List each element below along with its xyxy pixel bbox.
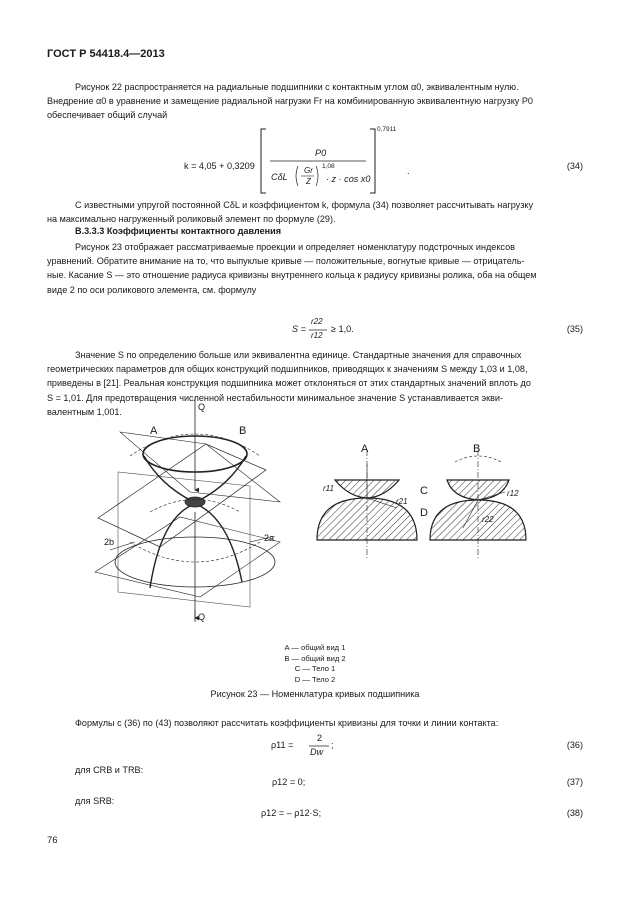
para4-line-3: приведены в [21]. Реальная конструкция подшипника может отклоняться от этих стандартных значений вплоть до (47, 378, 531, 389)
label-c-body: C (420, 485, 428, 497)
formula-37: ρ12 = 0; (272, 777, 306, 787)
formula-34-exponent-2: 1,08 (322, 163, 335, 170)
label-q-bottom: Q (198, 612, 206, 622)
paragraph-3 (47, 240, 583, 297)
formula-34-cdl: CδL (271, 172, 288, 182)
label-r11: r11 (323, 484, 334, 493)
section-heading: В.3.3.3 Коэффициенты контактного давления (75, 226, 282, 236)
formula-34-gr: Gr (304, 166, 313, 175)
label-b-view: B (239, 425, 247, 437)
figure-23-section-views (315, 440, 535, 570)
legend-c: C — Тело 1 (294, 664, 336, 673)
figure-23-perspective-view (90, 392, 290, 632)
para4-line-1: Значение S по определению больше или эквивалентна единице. Стандартные значения для справочных (75, 350, 522, 360)
formula-38-number: (38) (566, 808, 583, 818)
formula-34-dot: . (407, 166, 410, 176)
paragraph-5 (47, 716, 583, 730)
formula-34-numerator: P0 (315, 148, 327, 158)
label-a-section: A (361, 443, 369, 455)
label-2b: 2b (104, 537, 115, 547)
formula-34-number: (34) (566, 161, 583, 171)
para3-line-3: ные. Касание S — это отношение радиуса кривизны внутреннего кольца к радиусу кривизны ролика, оба на общем (47, 270, 537, 281)
page-number: 76 (47, 835, 58, 846)
legend-b: B — общий вид 2 (284, 653, 346, 663)
label-d-body: D (420, 507, 428, 519)
formula-36-lhs: ρ11 = (271, 740, 294, 750)
intro-line-3: обеспечивает общий случай (47, 110, 168, 121)
srb-label: для SRB: (75, 796, 115, 806)
crb-label: для CRB и TRB: (75, 765, 144, 775)
figure-legend (240, 643, 390, 685)
formula-36-tail: ; (331, 740, 334, 750)
label-r21: r21 (396, 497, 408, 506)
formula-36-number: (36) (566, 740, 583, 750)
para3-line-2: уравнений. Обратите внимание на то, что выпуклые кривые — положительные, вогнутые кривые — отрицатель- (47, 256, 525, 267)
formula-35-number: (35) (566, 324, 583, 334)
para4-line-5: валентным 1,001. (47, 406, 122, 417)
formula-34-prefix: k = 4,05 + 0,3209 (184, 161, 255, 171)
label-q-top: Q (198, 402, 206, 412)
formula-35-numerator: r22 (311, 317, 323, 326)
paragraph-2 (47, 198, 583, 226)
para2-line-1: С известными упругой постоянной CδL и коэффициентом k, формула (34) позволяет рассчитывать нагрузку (75, 200, 533, 210)
formula-34-tail: · z · cos x0 (326, 174, 371, 184)
formula-35-lhs: S = (292, 324, 306, 334)
formula-36-denominator: Dw (310, 747, 324, 757)
intro-paragraph (47, 80, 583, 123)
formula-34-brackets (258, 126, 388, 196)
para3-line-1: Рисунок 23 отображает рассматриваемые проекции и определяет номенклатуру подстрочных индексов (75, 242, 515, 252)
legend-a: A — общий вид 1 (284, 643, 346, 652)
formula-38: ρ12 = – ρ12·S; (261, 808, 322, 818)
formula-34-z: Z (306, 177, 311, 186)
para3-line-4: виде 2 по оси роликового элемента, см. формулу (47, 284, 257, 295)
label-2a: 2a (264, 533, 275, 543)
label-a-view: A (150, 425, 158, 437)
label-r12: r12 (507, 489, 519, 498)
para4-line-2: геометрических параметров для общих конструкций подшипников, приводящих к значениям S между 1,03 и 1,08, (47, 364, 528, 375)
para4-line-4: S = 1,01. Для предотвращения численной нестабильности минимальное значение S устанавливается экви- (47, 392, 504, 403)
intro-line-1: Рисунок 22 распространяется на радиальные подшипники с контактным углом α0, эквивалентным нулю. (75, 82, 519, 92)
para2-line-2: на максимально нагруженный роликовый элемент по формуле (29). (47, 214, 336, 225)
label-b-section: B (473, 443, 481, 455)
formula-34-exponent: - 0,7911 (373, 126, 397, 133)
intro-line-2: Внедрение α0 в уравнение и замещение радиальной нагрузки Fr на комбинированную эквивалентную нагрузку P0 (47, 96, 533, 107)
document-header: ГОСТ Р 54418.4—2013 (47, 48, 165, 60)
legend-d: D — Тело 2 (294, 674, 336, 684)
label-r22: r22 (482, 515, 494, 524)
figure-caption: Рисунок 23 — Номенклатура кривых подшипника (210, 689, 420, 699)
formula-36-numerator: 2 (317, 733, 323, 743)
formula-35-rhs: ≥ 1,0. (331, 324, 354, 334)
formula-37-number: (37) (566, 777, 583, 787)
formula-35-denominator: r12 (311, 331, 323, 340)
para5-text: Формулы с (36) по (43) позволяют рассчитать коэффициенты кривизны для точки и линии контакта: (75, 718, 499, 728)
